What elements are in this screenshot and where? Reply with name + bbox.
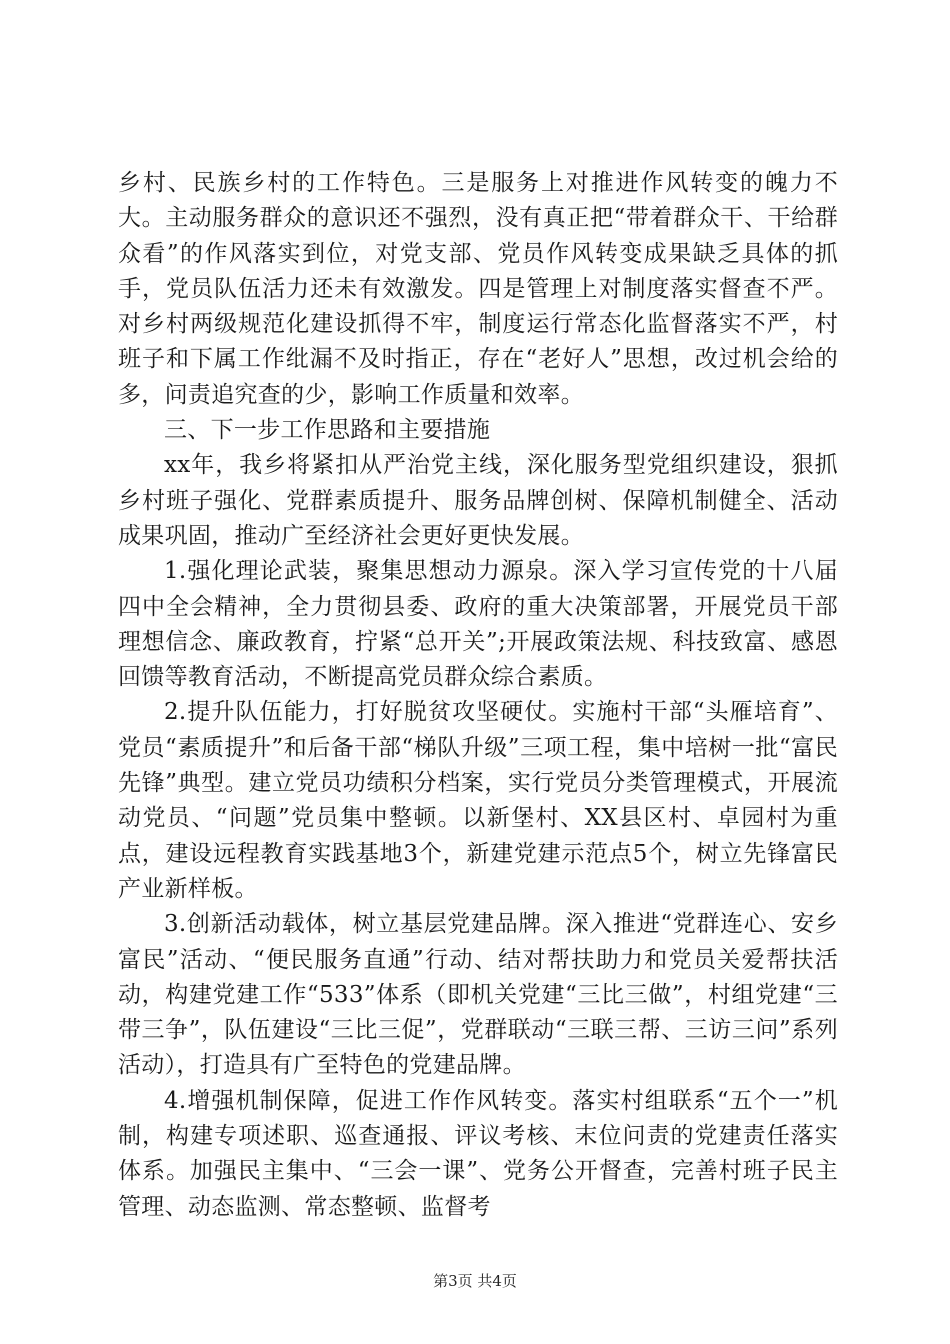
page-footer: 第3页 共4页 (433, 1272, 517, 1290)
paragraph-intro: xx年，我乡将紧扣从严治党主线，深化服务型党组织建设，狠抓乡村班子强化、党群素质提升、服务品牌创树、保障机制健全、活动成果巩固，推动广至经济社会更好更快发展。 (118, 452, 838, 549)
paragraph-measure-1: 1.强化理论武装，聚集思想动力源泉。深入学习宣传党的十八届四中全会精神，全力贯彻县委、政府的重大决策部署，开展党员干部理想信念、廉政教育，拧紧“总开关”;开展政策法规、科技致富、感恩回馈等教育活动，不断提高党员群众综合素质。 (118, 558, 838, 691)
document-body (118, 166, 838, 1225)
paragraph-continuation: 乡村、民族乡村的工作特色。三是服务上对推进作风转变的魄力不大。主动服务群众的意识还不强烈，没有真正把“带着群众干、干给群众看”的作风落实到位，对党支部、党员作风转变成果缺乏具体的抓手，党员队伍活力还未有效激发。四是管理上对制度落实督查不严。对乡村两级规范化建设抓得不牢，制度运行常态化监督落实不严，村班子和下属工作纰漏不及时指正，存在“老好人”思想，改过机会给的多，问责追究查的少，影响工作质量和效率。 (118, 170, 838, 408)
paragraph-measure-3: 3.创新活动载体，树立基层党建品牌。深入推进“党群连心、安乡富民”活动、“便民服务直通”行动、结对帮扶助力和党员关爱帮扶活动，构建党建工作“533”体系（即机关党建“三比三做”，村组党建“三带三争”，队伍建设“三比三促”，党群联动“三联三帮、三访三问”系列活动），打造具有广至特色的党建品牌。 (118, 911, 838, 1079)
section-heading: 三、下一步工作思路和主要措施 (164, 417, 491, 444)
paragraph-measure-4: 4.增强机制保障，促进工作作风转变。落实村组联系“五个一”机制，构建专项述职、巡查通报、评议考核、末位问责的党建责任落实体系。加强民主集中、“三会一课”、党务公开督查，完善村班子民主管理、动态监测、常态整顿、监督考 (118, 1087, 838, 1220)
paragraph-measure-2: 2.提升队伍能力，打好脱贫攻坚硬仗。实施村干部“头雁培育”、党员“素质提升”和后备干部“梯队升级”三项工程，集中培树一批“富民先锋”典型。建立党员功绩积分档案，实行党员分类管理模式，开展流动党员、“问题”党员集中整顿。以新堡村、XX县区村、卓园村为重点，建设远程教育实践基地3个，新建党建示范点5个，树立先锋富民产业新样板。 (118, 699, 838, 902)
